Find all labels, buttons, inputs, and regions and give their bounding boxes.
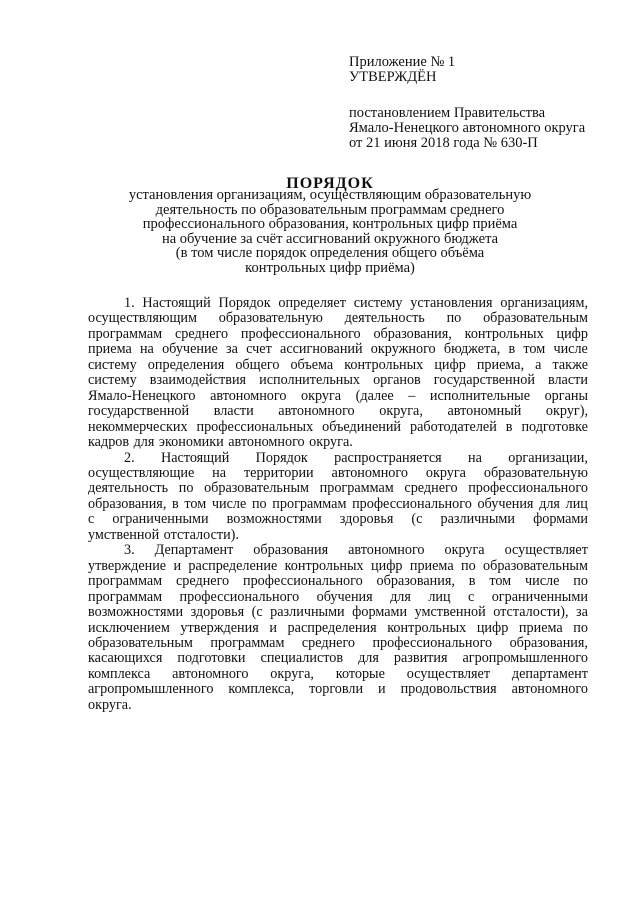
approved-label: УТВЕРЖДЁН	[349, 69, 437, 85]
approval-line: постановлением Правительства	[349, 105, 546, 121]
paragraph-2-line: образования, в том числе по программам профессионального обучения для лиц	[88, 495, 588, 512]
paragraph-3-line: агропромышленного комплекса, торговли и продовольствия автономного	[88, 681, 588, 698]
paragraph-3-line: касающихся подготовки специалистов для развития агропромышленного	[88, 650, 588, 667]
approval-line: от 21 июня 2018 года № 630-П	[349, 135, 538, 151]
document-subtitle	[0, 188, 640, 276]
paragraph-3-line: округа.	[88, 696, 132, 713]
paragraph-3-line: утверждение и распределение контрольных цифр приема по образовательным	[88, 557, 588, 574]
subtitle-line: установления организациям, осуществляющим образовательную	[128, 187, 532, 203]
approval-block	[349, 55, 585, 151]
paragraph-3-line: комплекса автономного округа, которые осуществляет департамент	[88, 665, 588, 682]
paragraph-1-line: кадров для экономики автономного округа.	[88, 434, 353, 451]
paragraph-1-line: 1. Настоящий Порядок определяет систему установления организациям,	[124, 295, 588, 311]
subtitle-line: (в том числе порядок определения общего объёма	[175, 245, 485, 262]
paragraph-3-line: образовательным программам среднего профессионального образования,	[88, 634, 588, 651]
paragraph-2-line: 2. Настоящий Порядок распространяется на организации,	[124, 449, 588, 466]
subtitle-line: контрольных цифр приёма)	[245, 259, 415, 276]
paragraph-1-line: государственной власти автономного округа, автономный округ),	[88, 403, 588, 420]
document-body	[88, 296, 588, 713]
subtitle-line: на обучение за счёт ассигнований окружного бюджета	[161, 230, 499, 247]
paragraph-2-line: осуществляющие на территории автономного округа образовательную	[88, 464, 588, 481]
paragraph-3-line: исключением утверждения и распределения контрольных цифр приема по	[88, 619, 588, 636]
approval-line: Ямало-Ненецкого автономного округа	[349, 120, 586, 136]
paragraph-2-line: умственной отсталости).	[88, 526, 239, 543]
paragraph-1-line: некоммерческих профессиональных объединений работодателей в подготовке	[88, 418, 588, 435]
paragraph-1-line: осуществляющим образовательную деятельность по образовательным	[88, 310, 588, 327]
appendix-label: Приложение № 1	[349, 54, 456, 70]
paragraph-1-line: систему определения общего объема контрольных цифр приема, а также	[88, 356, 588, 373]
paragraph-2-line: деятельность по образовательным программам среднего профессионального	[88, 480, 588, 497]
paragraph-3-line: программам профессионального обучения для лиц с ограниченными	[88, 588, 588, 605]
paragraph-3-line: возможностями здоровья (с различными формами умственной отсталости), за	[88, 604, 588, 621]
paragraph-1-line: Ямало-Ненецкого автономного округа (далее – исполнительные органы	[88, 387, 588, 404]
paragraph-1-line: приема на обучение за счет ассигнований окружного бюджета, в том числе	[88, 341, 588, 358]
document-title: ПОРЯДОК	[286, 175, 374, 192]
paragraph-1-line: систему взаимодействия исполнительных органов государственной власти	[88, 372, 588, 389]
paragraph-1-line: программам среднего профессионального образования, контрольных цифр	[88, 325, 588, 342]
paragraph-3-line: программам среднего профессионального образования, в том числе по	[88, 573, 588, 590]
paragraph-3-line: 3. Департамент образования автономного округа осуществляет	[124, 542, 588, 559]
subtitle-line: деятельность по образовательным программам среднего	[155, 201, 505, 218]
paragraph-2-line: с ограниченными возможностями здоровья (с различными формами	[88, 511, 588, 528]
subtitle-line: профессионального образования, контрольных цифр приёма	[142, 216, 518, 233]
